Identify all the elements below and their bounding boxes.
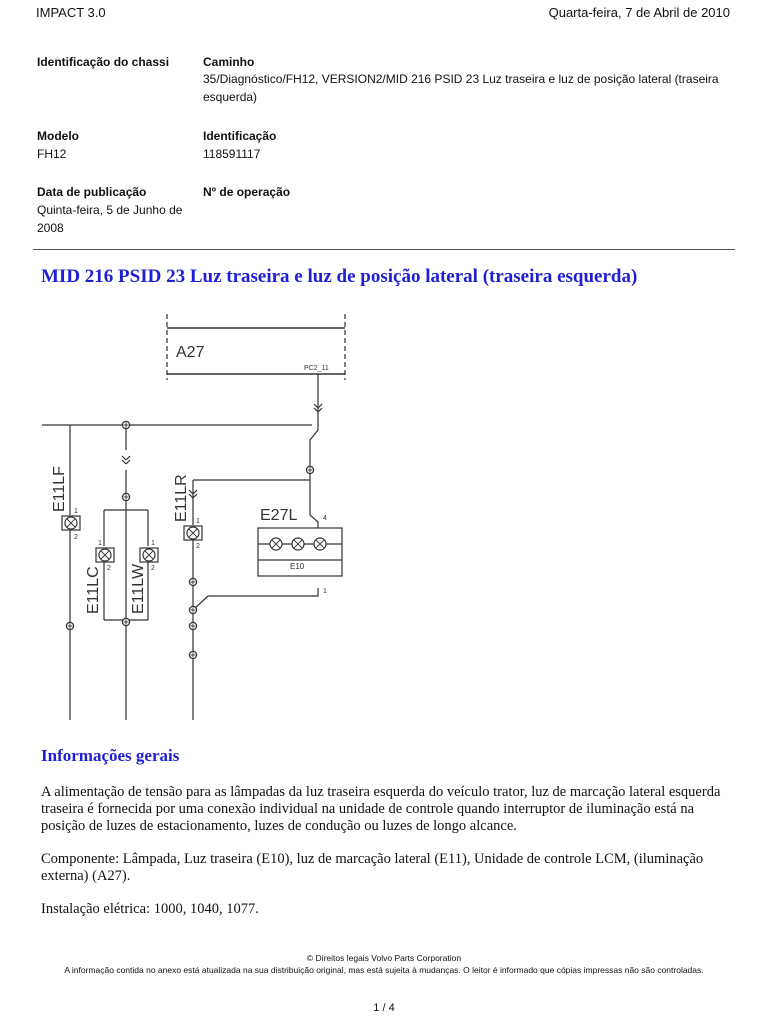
paragraph: Componente: Lâmpada, Luz traseira (E10), luz de marcação lateral (E11), Unidade de controle LCM, (iluminação externa) (A27). [41,851,704,884]
pin-label: 1 [151,540,155,547]
pin-label: 2 [74,534,78,541]
e27l-label: E27L [260,507,298,524]
path-value: 35/Diagnóstico/FH12, VERSION2/MID 216 PSID 23 Luz traseira e luz de posição lateral (traseira esquerda) [203,72,719,104]
e11lf-label: E11LF [51,466,68,512]
operation-number-label: Nº de operação [203,185,291,199]
paragraph: Instalação elétrica: 1000, 1040, 1077. [41,901,259,917]
pin-label: 1 [74,508,78,515]
model-value: FH12 [37,147,67,161]
footer-notice: A informação contida no anexo está atualizada na sua distribuição original, mas está sujeita à mudanças. O leitor é informado que cópias impressas não são controladas. [64,965,704,975]
pin-label: 4 [323,515,327,522]
page-number: 1 / 4 [373,1002,395,1014]
e11lw-label: E11LW [130,563,147,614]
app-name: IMPACT 3.0 [36,5,106,20]
publication-date-label: Data de publicação [37,185,147,199]
identification-value: 118591117 [203,147,261,161]
chassis-label: Identificação do chassi [37,55,170,69]
header-date: Quarta-feira, 7 de Abril de 2010 [548,5,730,20]
publication-date-value: Quinta-feira, 5 de Junho de 2008 [37,203,183,235]
pin-label: 1 [323,588,327,595]
e11lr-label: E11LR [173,474,190,522]
e11lc-label: E11LC [85,566,102,614]
path-label: Caminho [203,55,255,69]
pin-label: 1 [98,540,102,547]
pin-label: 2 [151,565,155,572]
page-title: MID 216 PSID 23 Luz traseira e luz de posição lateral (traseira esquerda) [41,266,638,287]
pin-label: 2 [196,543,200,550]
pc2-11-label: PC2_11 [304,365,329,372]
pin-label: 2 [107,565,111,572]
copyright: © Direitos legais Volvo Parts Corporation [306,953,462,963]
identification-label: Identificação [203,129,277,143]
model-label: Modelo [37,129,79,143]
paragraph: A alimentação de tensão para as lâmpadas da luz traseira esquerda do veículo trator, luz de marcação lateral esquerda traseira é fornecida por uma conexão individual na unidade de controle quando interruptor de iluminação está na posição de luzes de estacionamento, luzes de condução ou luzes de longo alcance. [41,784,721,834]
e10-label: E10 [290,562,305,571]
pin-label: 1 [196,518,200,525]
section-title: Informações gerais [41,746,180,765]
a27-label: A27 [176,344,205,361]
